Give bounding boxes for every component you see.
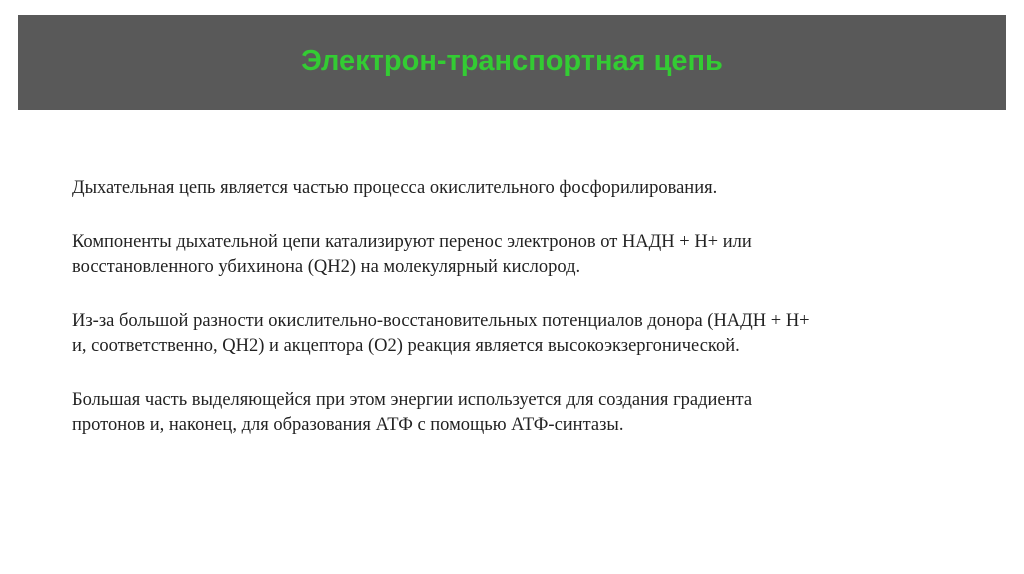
slide-title: Электрон-транспортная цепь (301, 45, 723, 77)
paragraph-line: Компоненты дыхательной цепи катализируют перенос электронов от НАДН + Н+ или (72, 232, 752, 252)
slide-body (72, 176, 962, 467)
paragraph-line: Большая часть выделяющейся при этом энергии используется для создания градиента (72, 390, 753, 410)
title-bar (18, 15, 1006, 110)
paragraph-1 (72, 176, 962, 201)
paragraph-line: Из-за большой разности окислительно-восстановительных потенциалов донора (НАДН + Н+ (72, 311, 810, 331)
paragraph-4 (72, 388, 962, 438)
paragraph-line: восстановленного убихинона (QН2) на молекулярный кислород. (72, 257, 581, 277)
paragraph-3 (72, 309, 962, 359)
paragraph-2 (72, 230, 962, 280)
paragraph-line: и, соответственно, QН2) и акцептора (О2) реакция является высокоэкзергонической. (72, 336, 740, 356)
paragraph-line: Дыхательная цепь является частью процесса окислительного фосфорилирования. (72, 178, 718, 198)
paragraph-line: протонов и, наконец, для образования АТФ с помощью АТФ-синтазы. (72, 415, 624, 435)
